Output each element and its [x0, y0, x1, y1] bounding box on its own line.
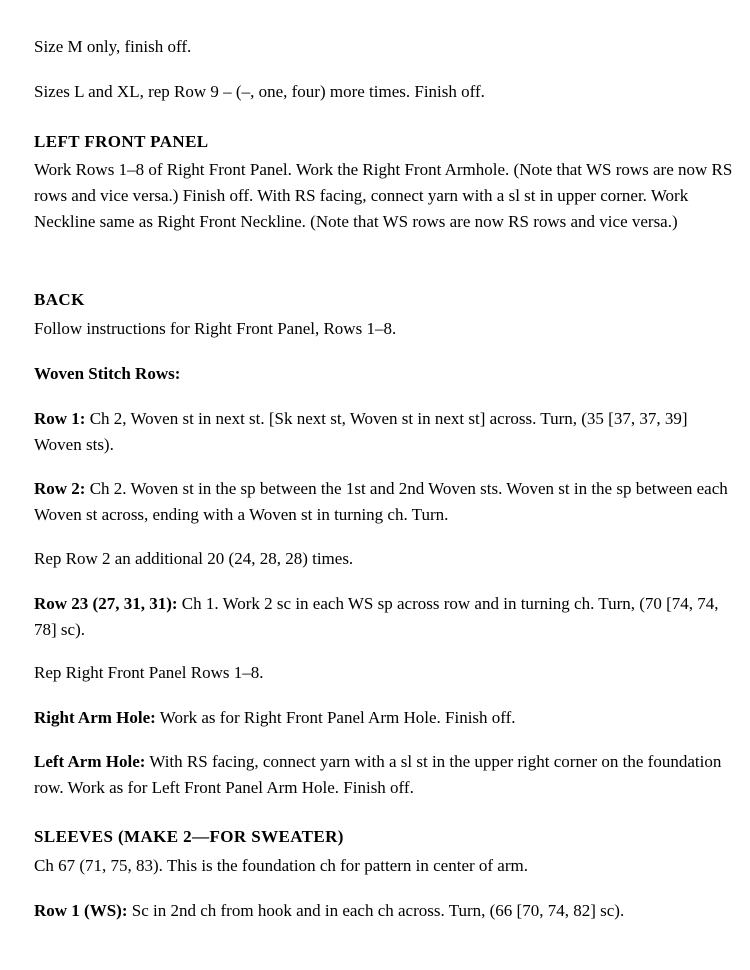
row-23-label: Row 23 (27, 31, 31): [34, 594, 178, 613]
left-front-panel-text: Work Rows 1–8 of Right Front Panel. Work the Right Front Armhole. (Note that WS rows are now RS rows and vice versa.) Finish off. With RS facing, connect yarn with a sl st in upper corner. Work Neckline same as Right Front Neckline. (Note that WS rows are now RS rows and vice versa.) [34, 160, 733, 231]
sleeves-heading: SLEEVES (MAKE 2—FOR SWEATER) [34, 827, 344, 846]
sizes-l-xl-paragraph: Sizes L and XL, rep Row 9 – (–, one, four) more times. Finish off. [34, 82, 485, 101]
row-23-paragraph [34, 591, 734, 643]
left-front-panel-heading: LEFT FRONT PANEL [34, 132, 209, 151]
back-text: Follow instructions for Right Front Panel, Rows 1–8. [34, 319, 397, 338]
row-1-text: Ch 2, Woven st in next st. [Sk next st, Woven st in next st] across. Turn, (35 [37, 37, 39] Woven sts). [34, 409, 688, 454]
row-1-paragraph [34, 406, 734, 458]
sleeves-row-1-label: Row 1 (WS): [34, 901, 128, 920]
sleeves-text: Ch 67 (71, 75, 83). This is the foundation ch for pattern in center of arm. [34, 856, 528, 875]
woven-stitch-rows-heading [34, 361, 734, 387]
size-m-paragraph: Size M only, finish off. [34, 37, 192, 56]
sleeves-row-1-text: Sc in 2nd ch from hook and in each ch across. Turn, (66 [70, 74, 82] sc). [127, 901, 625, 920]
right-arm-hole-paragraph [34, 705, 734, 731]
left-arm-hole-paragraph [34, 749, 734, 801]
row-23-text: Ch 1. Work 2 sc in each WS sp across row and in turning ch. Turn, (70 [74, 74, 78] sc). [34, 594, 719, 639]
woven-stitch-rows-label: Woven Stitch Rows: [34, 364, 181, 383]
left-arm-hole-label: Left Arm Hole: [34, 752, 146, 771]
back-heading: BACK [34, 290, 85, 309]
rep-right-front-paragraph: Rep Right Front Panel Rows 1–8. [34, 663, 264, 682]
right-arm-hole-text: Work as for Right Front Panel Arm Hole. Finish off. [155, 708, 516, 727]
row-2-text: Ch 2. Woven st in the sp between the 1st and 2nd Woven sts. Woven st in the sp between each Woven st across, ending with a Woven st in turning ch. Turn. [34, 479, 728, 524]
row-2-paragraph [34, 476, 734, 528]
sleeves-row-1-paragraph [34, 898, 734, 924]
right-arm-hole-label: Right Arm Hole: [34, 708, 156, 727]
row-1-label: Row 1: [34, 409, 86, 428]
left-arm-hole-text: With RS facing, connect yarn with a sl st in the upper right corner on the foundation row. Work as for Left Front Panel Arm Hole. Finish off. [34, 752, 722, 797]
row-2-label: Row 2: [34, 479, 86, 498]
rep-row-2-paragraph: Rep Row 2 an additional 20 (24, 28, 28) times. [34, 549, 354, 568]
